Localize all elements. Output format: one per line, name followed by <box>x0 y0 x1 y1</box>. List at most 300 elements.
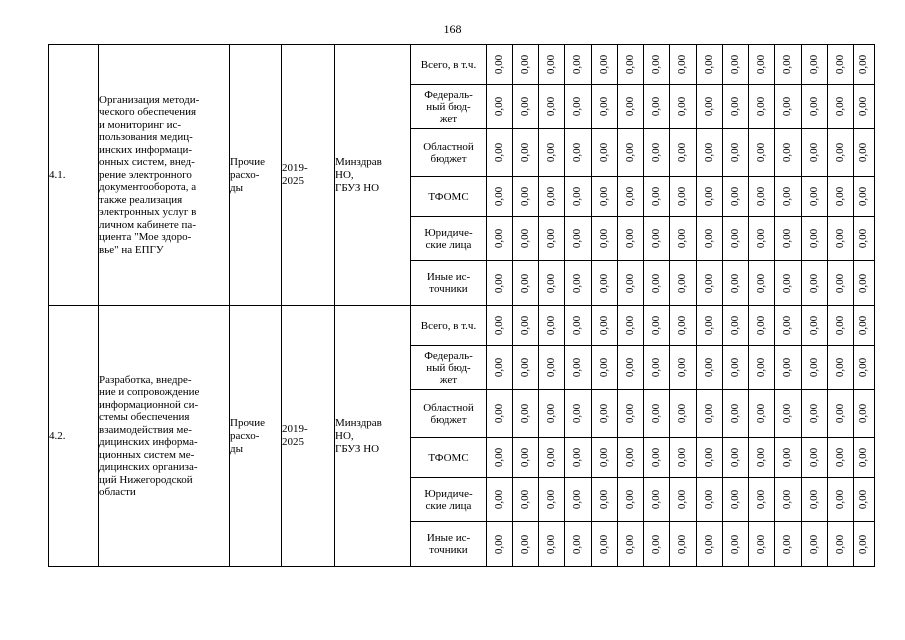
value-text: 0,00 <box>834 273 846 293</box>
value-text: 0,00 <box>598 357 610 378</box>
value-cell <box>513 346 539 390</box>
value-text: 0,00 <box>545 142 557 163</box>
value-cell <box>565 261 592 306</box>
value-text: 0,00 <box>808 186 820 207</box>
value-cell <box>854 129 875 177</box>
value-text: 0,00 <box>781 357 794 378</box>
value-cell <box>802 129 828 177</box>
value-text: 0,00 <box>493 403 505 424</box>
period: 2019- 2025 <box>282 45 335 306</box>
value-text: 0,00 <box>598 273 610 293</box>
funding-source: Всего, в т.ч. <box>411 45 487 85</box>
value-cell <box>565 522 592 567</box>
value-cell <box>802 261 828 306</box>
value-cell <box>670 177 697 217</box>
funding-source: Федераль- ный бюд- жет <box>411 346 487 390</box>
value-text: 0,00 <box>545 403 557 424</box>
value-cell <box>697 390 723 438</box>
value-text: 0,00 <box>624 228 636 249</box>
value-cell <box>670 129 697 177</box>
executor: Минздрав НО, ГБУЗ НО <box>335 45 411 306</box>
funding-source: Иные ис- точники <box>411 261 487 306</box>
value-text: 0,00 <box>676 54 689 75</box>
period: 2019- 2025 <box>282 306 335 567</box>
value-cell <box>618 217 644 261</box>
value-text: 0,00 <box>598 96 610 117</box>
value-text: 0,00 <box>755 447 767 468</box>
expense-type: Прочие расхо- ды <box>230 306 282 567</box>
value-text: 0,00 <box>729 273 741 293</box>
value-cell <box>644 129 670 177</box>
value-cell <box>670 478 697 522</box>
value-cell <box>749 390 775 438</box>
value-text: 0,00 <box>545 186 557 207</box>
value-cell <box>670 261 697 306</box>
table-row <box>49 45 875 85</box>
value-cell <box>513 177 539 217</box>
value-cell <box>723 129 749 177</box>
value-text: 0,00 <box>571 315 584 336</box>
value-text: 0,00 <box>808 228 820 249</box>
value-text: 0,00 <box>545 447 557 468</box>
value-text: 0,00 <box>755 403 767 424</box>
value-cell <box>723 346 749 390</box>
value-cell <box>513 261 539 306</box>
value-cell <box>802 478 828 522</box>
value-cell <box>565 45 592 85</box>
value-cell <box>618 129 644 177</box>
value-text: 0,00 <box>545 54 557 75</box>
value-cell <box>749 438 775 478</box>
value-cell <box>644 390 670 438</box>
value-text: 0,00 <box>834 96 846 117</box>
value-cell <box>618 45 644 85</box>
value-cell <box>539 129 565 177</box>
value-text: 0,00 <box>703 489 715 510</box>
value-text: 0,00 <box>729 186 741 207</box>
value-cell <box>697 177 723 217</box>
value-cell <box>828 522 854 567</box>
value-cell <box>697 217 723 261</box>
funding-source: Юридиче- ские лица <box>411 217 487 261</box>
value-text: 0,00 <box>703 315 715 336</box>
value-cell <box>539 261 565 306</box>
value-cell <box>539 522 565 567</box>
value-cell <box>539 306 565 346</box>
value-cell <box>592 129 618 177</box>
value-text: 0,00 <box>650 357 662 378</box>
value-text: 0,00 <box>571 357 584 378</box>
value-cell <box>539 85 565 129</box>
value-text: 0,00 <box>676 142 689 163</box>
value-cell <box>539 438 565 478</box>
value-text: 0,00 <box>598 489 610 510</box>
value-text: 0,00 <box>676 273 689 293</box>
value-cell <box>539 346 565 390</box>
value-cell <box>618 177 644 217</box>
value-text: 0,00 <box>571 228 584 249</box>
value-text: 0,00 <box>519 142 531 163</box>
value-cell <box>592 177 618 217</box>
value-cell <box>487 390 513 438</box>
value-cell <box>592 522 618 567</box>
value-text: 0,00 <box>676 403 689 424</box>
value-cell <box>565 85 592 129</box>
value-cell <box>644 45 670 85</box>
value-text: 0,00 <box>834 186 846 207</box>
value-cell <box>697 306 723 346</box>
value-text: 0,00 <box>755 489 767 510</box>
value-cell <box>670 306 697 346</box>
value-text: 0,00 <box>571 447 584 468</box>
value-cell <box>618 438 644 478</box>
budget-table <box>48 44 875 567</box>
value-text: 0,00 <box>781 273 794 293</box>
value-cell <box>749 45 775 85</box>
value-cell <box>592 85 618 129</box>
value-text: 0,00 <box>598 403 610 424</box>
value-text: 0,00 <box>624 54 636 75</box>
value-cell <box>670 217 697 261</box>
value-cell <box>565 217 592 261</box>
value-text: 0,00 <box>676 489 689 510</box>
value-cell <box>487 438 513 478</box>
funding-source: Всего, в т.ч. <box>411 306 487 346</box>
value-text: 0,00 <box>703 96 715 117</box>
value-cell <box>775 346 802 390</box>
value-cell <box>644 346 670 390</box>
value-cell <box>854 261 875 306</box>
value-cell <box>539 177 565 217</box>
value-text: 0,00 <box>519 534 531 554</box>
value-cell <box>828 217 854 261</box>
value-cell <box>775 129 802 177</box>
value-text: 0,00 <box>676 228 689 249</box>
value-cell <box>723 478 749 522</box>
value-cell <box>644 306 670 346</box>
value-cell <box>670 390 697 438</box>
value-text: 0,00 <box>808 315 820 336</box>
value-cell <box>723 217 749 261</box>
value-cell <box>854 85 875 129</box>
value-cell <box>592 45 618 85</box>
value-text: 0,00 <box>781 315 794 336</box>
value-cell <box>854 390 875 438</box>
value-cell <box>487 306 513 346</box>
value-text: 0,00 <box>598 142 610 163</box>
value-cell <box>487 129 513 177</box>
value-cell <box>670 522 697 567</box>
value-text: 0,00 <box>493 489 505 510</box>
value-cell <box>592 478 618 522</box>
value-text: 0,00 <box>834 357 846 378</box>
value-text: 0,00 <box>755 315 767 336</box>
value-text: 0,00 <box>781 228 794 249</box>
value-cell <box>749 478 775 522</box>
value-cell <box>697 261 723 306</box>
value-text: 0,00 <box>755 534 767 554</box>
value-cell <box>487 177 513 217</box>
value-cell <box>644 478 670 522</box>
value-cell <box>723 522 749 567</box>
value-text: 0,00 <box>519 186 531 207</box>
value-cell <box>775 478 802 522</box>
value-text: 0,00 <box>729 357 741 378</box>
value-text: 0,00 <box>676 534 689 554</box>
value-text: 0,00 <box>571 534 584 554</box>
value-cell <box>513 522 539 567</box>
value-cell <box>644 522 670 567</box>
value-cell <box>854 478 875 522</box>
value-cell <box>644 261 670 306</box>
value-cell <box>565 177 592 217</box>
value-text: 0,00 <box>781 403 794 424</box>
value-cell <box>775 306 802 346</box>
value-cell <box>618 522 644 567</box>
value-text: 0,00 <box>650 96 662 117</box>
table-row <box>49 306 875 346</box>
value-text: 0,00 <box>519 447 531 468</box>
value-cell <box>749 261 775 306</box>
value-text: 0,00 <box>650 403 662 424</box>
value-cell <box>565 438 592 478</box>
value-cell <box>775 85 802 129</box>
value-cell <box>723 45 749 85</box>
value-text: 0,00 <box>493 447 505 468</box>
value-text: 0,00 <box>703 357 715 378</box>
value-cell <box>802 438 828 478</box>
value-cell <box>828 85 854 129</box>
value-cell <box>828 390 854 438</box>
value-text: 0,00 <box>676 357 689 378</box>
value-cell <box>775 177 802 217</box>
value-cell <box>854 306 875 346</box>
value-cell <box>487 85 513 129</box>
value-text: 0,00 <box>755 142 767 163</box>
value-text: 0,00 <box>598 54 610 75</box>
value-cell <box>618 85 644 129</box>
value-cell <box>513 438 539 478</box>
activity-name: Организация методи- ческого обеспечения и мониторинг ис- пользования медиц- инских информаци- онных систем, внед- рение электронного документооборота, а также реализация электронных услуг в личном кабинете па- циента "Мое здоро- вье" на ЕПГУ <box>99 45 230 306</box>
value-text: 0,00 <box>624 489 636 510</box>
value-cell <box>539 478 565 522</box>
value-text: 0,00 <box>781 96 794 117</box>
expense-type: Прочие расхо- ды <box>230 45 282 306</box>
value-text: 0,00 <box>755 54 767 75</box>
value-cell <box>775 390 802 438</box>
value-cell <box>487 478 513 522</box>
value-text: 0,00 <box>703 142 715 163</box>
value-text: 0,00 <box>857 273 870 293</box>
value-text: 0,00 <box>650 447 662 468</box>
value-cell <box>854 177 875 217</box>
value-cell <box>775 438 802 478</box>
value-cell <box>775 522 802 567</box>
value-text: 0,00 <box>857 315 870 336</box>
value-text: 0,00 <box>624 447 636 468</box>
value-text: 0,00 <box>598 228 610 249</box>
value-cell <box>670 45 697 85</box>
value-cell <box>513 390 539 438</box>
value-cell <box>854 522 875 567</box>
value-cell <box>644 217 670 261</box>
funding-source: Федераль- ный бюд- жет <box>411 85 487 129</box>
value-cell <box>592 261 618 306</box>
value-cell <box>565 346 592 390</box>
value-cell <box>513 129 539 177</box>
value-cell <box>487 346 513 390</box>
value-text: 0,00 <box>808 142 820 163</box>
executor: Минздрав НО, ГБУЗ НО <box>335 306 411 567</box>
value-text: 0,00 <box>808 489 820 510</box>
value-cell <box>749 177 775 217</box>
value-cell <box>802 346 828 390</box>
value-cell <box>802 522 828 567</box>
value-cell <box>670 438 697 478</box>
value-text: 0,00 <box>755 96 767 117</box>
value-cell <box>697 346 723 390</box>
value-text: 0,00 <box>598 534 610 554</box>
value-text: 0,00 <box>703 447 715 468</box>
value-text: 0,00 <box>729 228 741 249</box>
value-text: 0,00 <box>808 273 820 293</box>
value-cell <box>513 306 539 346</box>
value-text: 0,00 <box>703 273 715 293</box>
value-text: 0,00 <box>598 186 610 207</box>
value-cell <box>618 306 644 346</box>
value-text: 0,00 <box>857 534 870 554</box>
value-cell <box>644 438 670 478</box>
value-cell <box>828 306 854 346</box>
value-cell <box>487 45 513 85</box>
value-cell <box>828 45 854 85</box>
value-cell <box>565 390 592 438</box>
value-text: 0,00 <box>676 186 689 207</box>
value-cell <box>513 478 539 522</box>
funding-source: ТФОМС <box>411 177 487 217</box>
value-cell <box>697 438 723 478</box>
value-cell <box>644 177 670 217</box>
value-cell <box>618 478 644 522</box>
funding-source: ТФОМС <box>411 438 487 478</box>
value-text: 0,00 <box>519 54 531 75</box>
value-cell <box>697 85 723 129</box>
value-text: 0,00 <box>755 228 767 249</box>
value-text: 0,00 <box>493 54 505 75</box>
value-text: 0,00 <box>519 357 531 378</box>
value-text: 0,00 <box>781 186 794 207</box>
value-cell <box>854 346 875 390</box>
value-cell <box>618 390 644 438</box>
value-text: 0,00 <box>703 403 715 424</box>
value-text: 0,00 <box>729 315 741 336</box>
value-text: 0,00 <box>493 273 505 293</box>
value-cell <box>828 438 854 478</box>
value-text: 0,00 <box>857 186 870 207</box>
value-text: 0,00 <box>834 142 846 163</box>
value-text: 0,00 <box>834 54 846 75</box>
value-cell <box>487 217 513 261</box>
value-text: 0,00 <box>781 534 794 554</box>
value-cell <box>697 478 723 522</box>
value-text: 0,00 <box>703 54 715 75</box>
value-text: 0,00 <box>493 315 505 336</box>
value-text: 0,00 <box>545 228 557 249</box>
value-cell <box>723 261 749 306</box>
value-cell <box>539 45 565 85</box>
value-text: 0,00 <box>571 96 584 117</box>
value-text: 0,00 <box>624 315 636 336</box>
value-text: 0,00 <box>857 54 870 75</box>
value-text: 0,00 <box>545 273 557 293</box>
value-text: 0,00 <box>571 186 584 207</box>
value-text: 0,00 <box>624 357 636 378</box>
value-cell <box>592 346 618 390</box>
value-text: 0,00 <box>624 534 636 554</box>
value-cell <box>775 261 802 306</box>
value-text: 0,00 <box>729 142 741 163</box>
value-text: 0,00 <box>729 54 741 75</box>
page-number: 168 <box>443 22 462 36</box>
value-text: 0,00 <box>781 489 794 510</box>
value-cell <box>749 522 775 567</box>
value-cell <box>618 346 644 390</box>
value-text: 0,00 <box>808 96 820 117</box>
value-cell <box>749 306 775 346</box>
value-text: 0,00 <box>808 447 820 468</box>
value-text: 0,00 <box>519 403 531 424</box>
value-text: 0,00 <box>493 357 505 378</box>
value-text: 0,00 <box>650 228 662 249</box>
value-cell <box>697 45 723 85</box>
value-cell <box>565 129 592 177</box>
value-text: 0,00 <box>493 142 505 163</box>
value-cell <box>802 306 828 346</box>
funding-source: Юридиче- ские лица <box>411 478 487 522</box>
value-cell <box>854 45 875 85</box>
value-cell <box>802 45 828 85</box>
value-text: 0,00 <box>857 447 870 468</box>
value-cell <box>723 438 749 478</box>
value-cell <box>828 129 854 177</box>
value-text: 0,00 <box>857 142 870 163</box>
value-text: 0,00 <box>857 489 870 510</box>
value-text: 0,00 <box>755 186 767 207</box>
value-text: 0,00 <box>493 96 505 117</box>
activity-name: Разработка, внедре- ние и сопровождение информационной си- стемы обеспечения взаимодействия ме- дицинских информа- ционных систем ме- дицинских организа- ций Нижегородской области <box>99 306 230 567</box>
value-text: 0,00 <box>545 489 557 510</box>
value-text: 0,00 <box>808 403 820 424</box>
value-text: 0,00 <box>545 96 557 117</box>
value-cell <box>618 261 644 306</box>
value-text: 0,00 <box>571 403 584 424</box>
value-text: 0,00 <box>808 357 820 378</box>
value-text: 0,00 <box>857 96 870 117</box>
value-cell <box>749 129 775 177</box>
value-text: 0,00 <box>834 534 846 554</box>
value-cell <box>723 85 749 129</box>
value-cell <box>670 85 697 129</box>
value-cell <box>539 217 565 261</box>
value-text: 0,00 <box>650 142 662 163</box>
value-cell <box>513 45 539 85</box>
row-number: 4.1. <box>49 45 99 306</box>
value-text: 0,00 <box>857 357 870 378</box>
value-text: 0,00 <box>598 315 610 336</box>
value-text: 0,00 <box>729 489 741 510</box>
value-text: 0,00 <box>834 228 846 249</box>
value-text: 0,00 <box>624 96 636 117</box>
